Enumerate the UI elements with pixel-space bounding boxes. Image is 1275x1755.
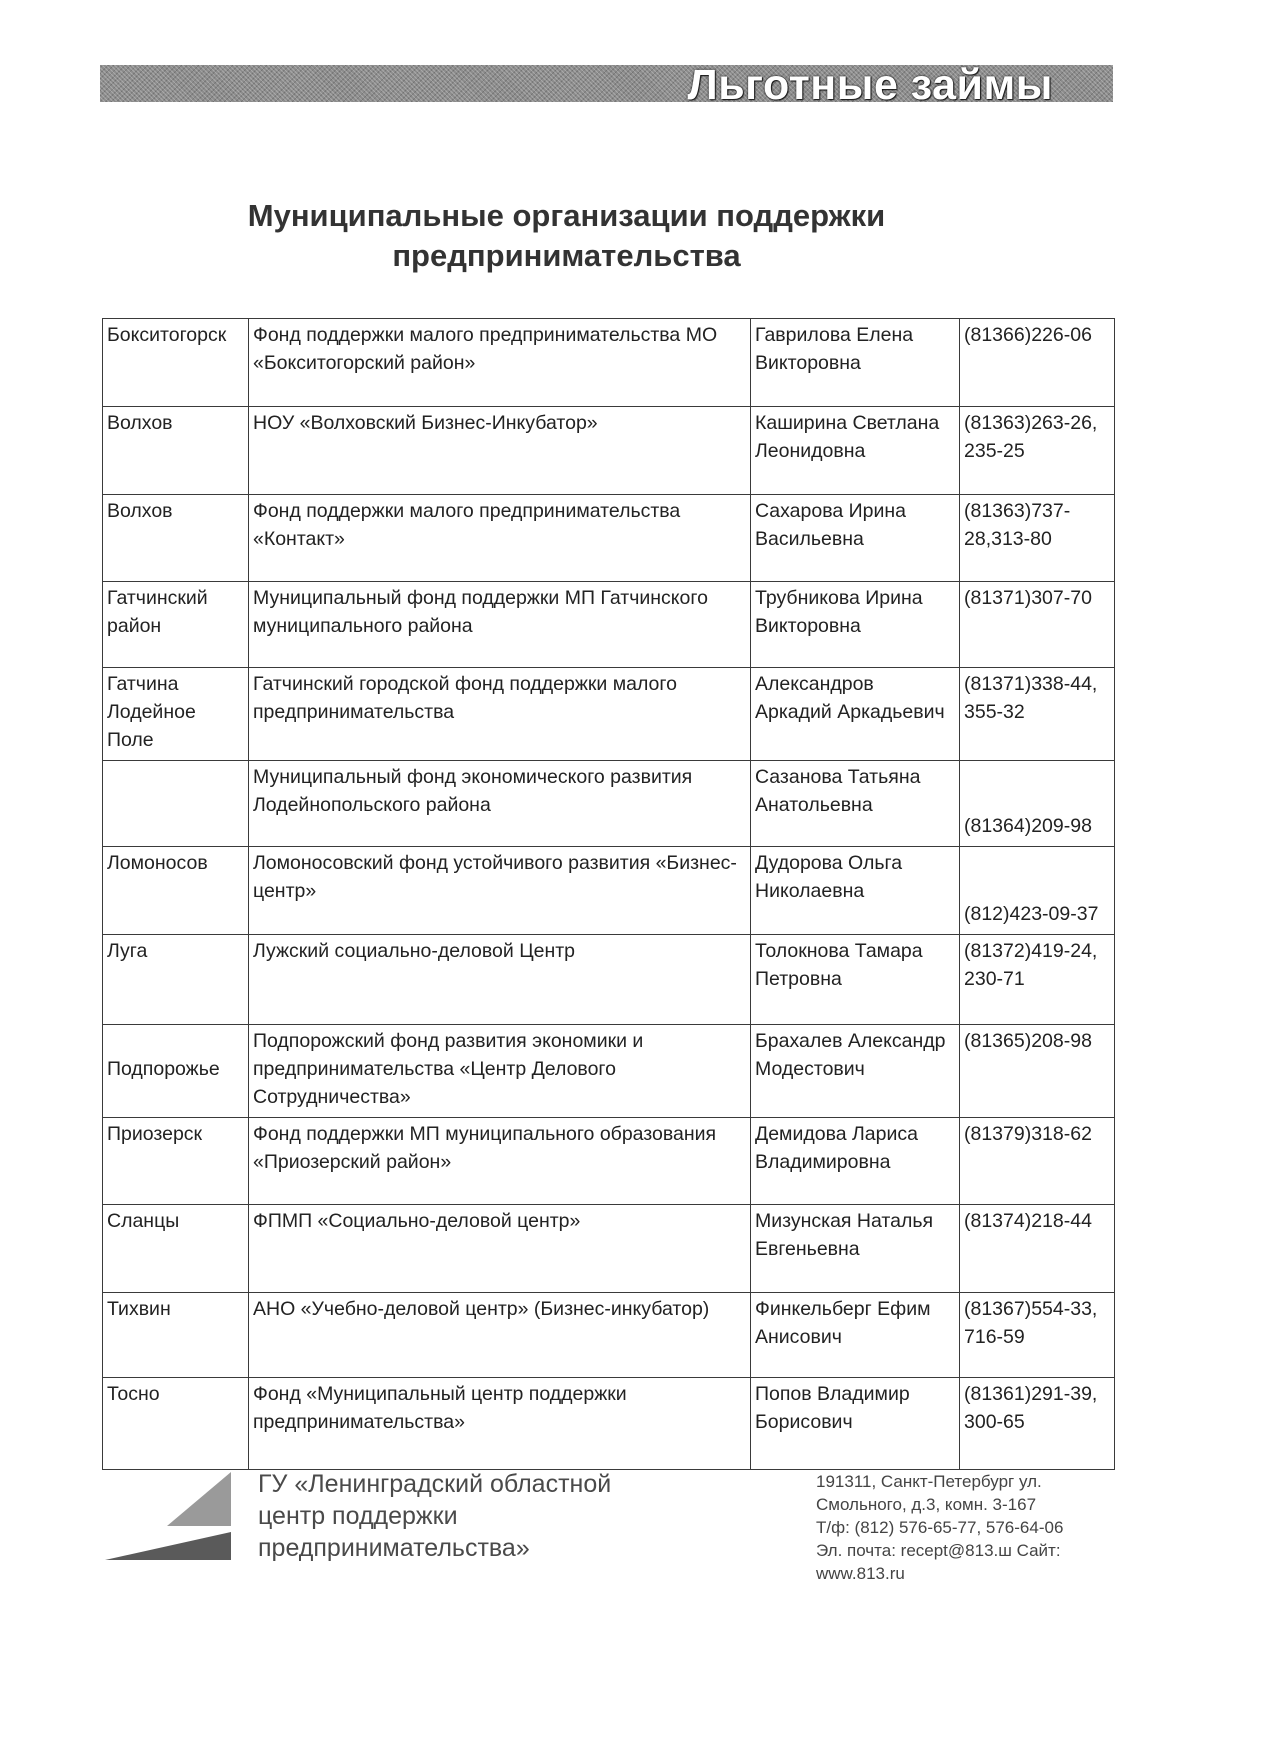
phone-cell: (81379)318-62	[960, 1118, 1115, 1205]
phone-cell: (81374)218-44	[960, 1205, 1115, 1293]
city-cell: Подпорожье	[103, 1025, 249, 1118]
contact-cell: Сахарова Ирина Васильевна	[751, 495, 960, 582]
city-cell: Тосно	[103, 1378, 249, 1470]
table-row	[103, 495, 1115, 582]
table-row	[103, 1205, 1115, 1293]
contact-cell: Трубникова Ирина Викторовна	[751, 582, 960, 668]
city-cell	[103, 761, 249, 847]
footer-website: www.813.ru	[816, 1564, 905, 1583]
contact-cell: Гаврилова Елена Викторовна	[751, 319, 960, 407]
footer-contact	[816, 1470, 1063, 1585]
city-cell: Луга	[103, 935, 249, 1025]
org-cell: Лужский социально-деловой Центр	[249, 935, 751, 1025]
footer-org-line3: предпринимательства»	[258, 1534, 530, 1562]
phone-cell: (81366)226-06	[960, 319, 1115, 407]
banner-title: Льготные займы	[687, 61, 1053, 109]
table-row	[103, 935, 1115, 1025]
city-cell: Гатчинский район	[103, 582, 249, 668]
table-row	[103, 1118, 1115, 1205]
phone-cell: (81365)208-98	[960, 1025, 1115, 1118]
footer-phone: Т/ф: (812) 576-65-77, 576-64-06	[816, 1518, 1064, 1537]
phone-cell: (812)423-09-37	[960, 847, 1115, 935]
page-title	[100, 196, 1113, 276]
org-cell: Фонд «Муниципальный центр поддержки предпринимательства»	[249, 1378, 751, 1470]
table-row	[103, 582, 1115, 668]
city-cell: Тихвин	[103, 1293, 249, 1378]
page-title-line1: Муниципальные организации поддержки	[247, 198, 886, 233]
city-cell: Волхов	[103, 495, 249, 582]
header-banner	[100, 61, 1113, 109]
org-logo-icon	[105, 1468, 240, 1568]
phone-cell: (81367)554-33, 716-59	[960, 1293, 1115, 1378]
org-cell: Фонд поддержки малого предпринимательства МО «Бокситогорский район»	[249, 319, 751, 407]
city-cell: Сланцы	[103, 1205, 249, 1293]
phone-cell: (81363)737-28,313-80	[960, 495, 1115, 582]
contact-cell: Финкельберг Ефим Анисович	[751, 1293, 960, 1378]
phone-cell: (81372)419-24, 230-71	[960, 935, 1115, 1025]
table-row	[103, 761, 1115, 847]
table-row	[103, 1378, 1115, 1470]
footer-organization	[258, 1468, 611, 1564]
table-row	[103, 1293, 1115, 1378]
phone-cell: (81361)291-39, 300-65	[960, 1378, 1115, 1470]
page-title-line2: предпринимательства	[392, 238, 741, 273]
table-row	[103, 407, 1115, 495]
organizations-table	[102, 318, 1115, 1470]
contact-cell: Попов Владимир Борисович	[751, 1378, 960, 1470]
org-cell: Муниципальный фонд экономического развития Лодейнопольского района	[249, 761, 751, 847]
org-cell: ФПМП «Социально-деловой центр»	[249, 1205, 751, 1293]
org-cell: Подпорожский фонд развития экономики и предпринимательства «Центр Делового Сотрудничества»	[249, 1025, 751, 1118]
table-row	[103, 1025, 1115, 1118]
footer-address-line1: 191311, Санкт-Петербург ул.	[816, 1472, 1042, 1491]
org-cell: Гатчинский городской фонд поддержки малого предпринимательства	[249, 668, 751, 761]
city-cell: Приозерск	[103, 1118, 249, 1205]
phone-cell: (81371)338-44, 355-32	[960, 668, 1115, 761]
footer-address-line2: Смольного, д.3, комн. 3-167	[816, 1495, 1037, 1514]
contact-cell: Толокнова Тамара Петровна	[751, 935, 960, 1025]
org-cell: Фонд поддержки МП муниципального образования «Приозерский район»	[249, 1118, 751, 1205]
phone-cell: (81364)209-98	[960, 761, 1115, 847]
contact-cell: Александров Аркадий Аркадьевич	[751, 668, 960, 761]
contact-cell: Демидова Лариса Владимировна	[751, 1118, 960, 1205]
table-row	[103, 847, 1115, 935]
contact-cell: Сазанова Татьяна Анатольевна	[751, 761, 960, 847]
contact-cell: Мизунская Наталья Евгеньевна	[751, 1205, 960, 1293]
phone-cell: (81371)307-70	[960, 582, 1115, 668]
table-row	[103, 668, 1115, 761]
contact-cell: Брахалев Александр Модестович	[751, 1025, 960, 1118]
org-cell: АНО «Учебно-деловой центр» (Бизнес-инкубатор)	[249, 1293, 751, 1378]
footer-org-line2: центр поддержки	[258, 1502, 458, 1530]
org-cell: Ломоносовский фонд устойчивого развития «Бизнес-центр»	[249, 847, 751, 935]
footer-email: Эл. почта: recept@813.ш Сайт:	[816, 1541, 1061, 1560]
org-cell: НОУ «Волховский Бизнес-Инкубатор»	[249, 407, 751, 495]
city-cell: Волхов	[103, 407, 249, 495]
contact-cell: Каширина Светлана Леонидовна	[751, 407, 960, 495]
org-cell: Муниципальный фонд поддержки МП Гатчинского муниципального района	[249, 582, 751, 668]
footer-org-line1: ГУ «Ленинградский областной	[258, 1470, 612, 1498]
contact-cell: Дудорова Ольга Николаевна	[751, 847, 960, 935]
city-cell: Бокситогорск	[103, 319, 249, 407]
org-cell: Фонд поддержки малого предпринимательства «Контакт»	[249, 495, 751, 582]
phone-cell: (81363)263-26, 235-25	[960, 407, 1115, 495]
city-cell: Гатчина Лодейное Поле	[103, 668, 249, 761]
city-cell: Ломоносов	[103, 847, 249, 935]
table-row	[103, 319, 1115, 407]
